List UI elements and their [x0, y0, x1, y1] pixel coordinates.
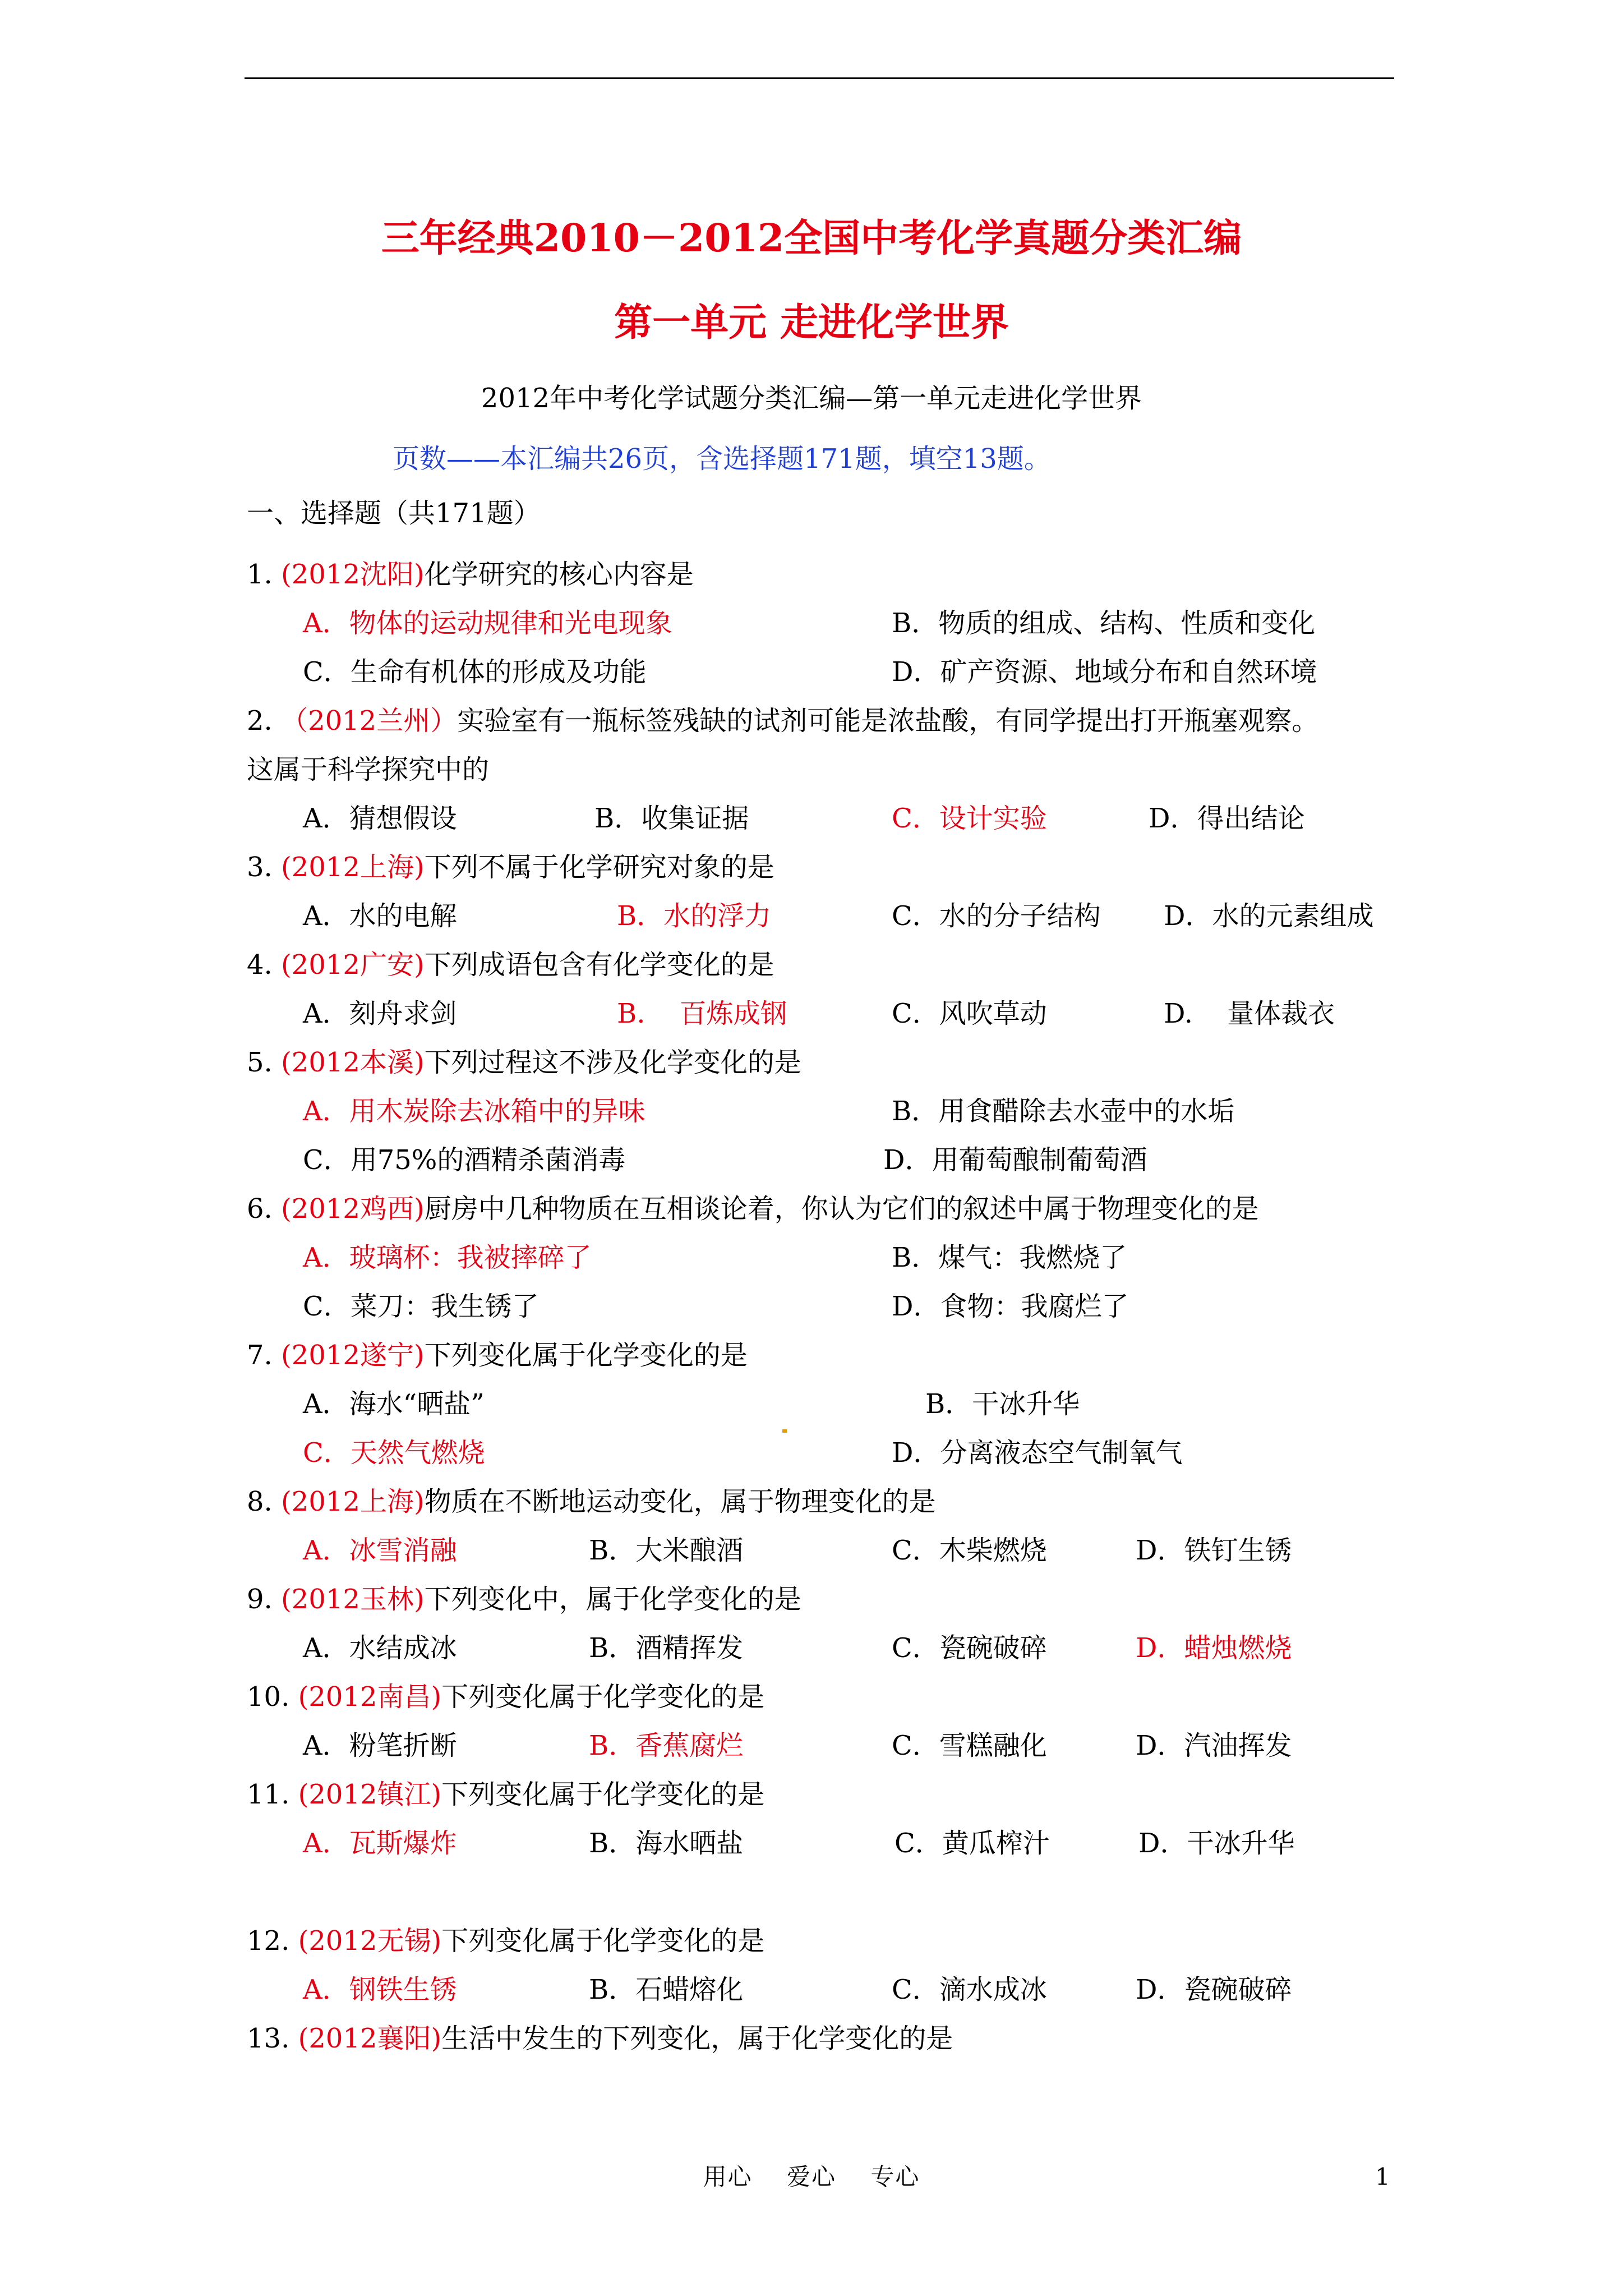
q5-option-b: B．用食醋除去水壶中的水垢	[892, 1096, 1235, 1127]
q11-option-c: C．黄瓜榨汁	[895, 1828, 1050, 1859]
q6-option-b: B．煤气：我燃烧了	[892, 1242, 1127, 1273]
q7-option-a: A．海水“晒盐”	[303, 1388, 485, 1420]
footer-motto: 用心 爱心 专心	[703, 2163, 920, 2191]
subtitle: 2012年中考化学试题分类汇编—第一单元走进化学世界	[481, 383, 1142, 414]
question-5: 5. (2012本溪)下列过程这不涉及化学变化的是	[247, 1047, 801, 1078]
question-4: 4. (2012广安)下列成语包含有化学变化的是	[247, 949, 774, 981]
question-10: 10. (2012南昌)下列变化属于化学变化的是	[247, 1681, 765, 1713]
q8-option-b: B．大米酿酒	[589, 1535, 744, 1566]
q10-option-c: C．雪糕融化	[892, 1730, 1047, 1761]
question-11: 11. (2012镇江)下列变化属于化学变化的是	[247, 1779, 765, 1810]
q3-option-c: C．水的分子结构	[892, 900, 1101, 932]
q6-option-c: C．菜刀：我生锈了	[303, 1291, 539, 1322]
question-8: 8. (2012上海)物质在不断地运动变化，属于物理变化的是	[247, 1486, 936, 1517]
stray-mark	[782, 1429, 787, 1433]
page-number: 1	[1375, 2163, 1390, 2191]
header-rule	[245, 77, 1394, 79]
question-12: 12. (2012无锡)下列变化属于化学变化的是	[247, 1925, 765, 1957]
q12-option-c: C．滴水成冰	[892, 1974, 1047, 2005]
q9-option-d: D．蜡烛燃烧	[1136, 1632, 1292, 1664]
question-2-continued: 这属于科学探究中的	[247, 754, 490, 785]
unit-title: 第一单元 走进化学世界	[614, 300, 1009, 345]
q12-option-d: D．瓷碗破碎	[1136, 1974, 1292, 2005]
q1-option-a: A．物体的运动规律和光电现象	[303, 608, 672, 639]
q2-option-d: D．得出结论	[1149, 803, 1305, 834]
pages-note: 页数——本汇编共26页，含选择题171题，填空13题。	[393, 443, 1051, 475]
section-heading: 一、选择题（共171题）	[247, 498, 541, 529]
q6-option-d: D．食物：我腐烂了	[892, 1291, 1129, 1322]
q7-option-d: D．分离液态空气制氧气	[892, 1437, 1183, 1469]
document-title: 三年经典2010－2012全国中考化学真题分类汇编	[381, 216, 1242, 261]
q12-option-a: A．钢铁生锈	[303, 1974, 457, 2005]
question-13: 13. (2012襄阳)生活中发生的下列变化，属于化学变化的是	[247, 2023, 953, 2054]
q7-option-b: B．干冰升华	[925, 1388, 1080, 1420]
q8-option-c: C．木柴燃烧	[892, 1535, 1047, 1566]
q9-option-a: A．水结成冰	[303, 1632, 457, 1664]
q3-option-b: B．水的浮力	[617, 900, 772, 932]
q11-option-d: D．干冰升华	[1138, 1828, 1295, 1859]
q8-option-a: A．冰雪消融	[303, 1535, 457, 1566]
question-9: 9. (2012玉林)下列变化中，属于化学变化的是	[247, 1584, 801, 1615]
q10-option-d: D．汽油挥发	[1136, 1730, 1292, 1761]
q4-option-d: D. 量体裁衣	[1164, 998, 1335, 1029]
q10-option-b: B．香蕉腐烂	[589, 1730, 744, 1761]
q2-option-c: C．设计实验	[892, 803, 1047, 834]
q4-option-c: C．风吹草动	[892, 998, 1047, 1029]
question-7: 7. (2012遂宁)下列变化属于化学变化的是	[247, 1340, 748, 1371]
q2-option-a: A．猜想假设	[303, 803, 457, 834]
q8-option-d: D．铁钉生锈	[1136, 1535, 1292, 1566]
q2-option-b: B．收集证据	[594, 803, 749, 834]
q6-option-a: A．玻璃杯：我被摔碎了	[303, 1242, 592, 1273]
q1-option-c: C．生命有机体的形成及功能	[303, 656, 647, 688]
q9-option-b: B．酒精挥发	[589, 1632, 744, 1664]
question-6: 6. (2012鸡西)厨房中几种物质在互相谈论着，你认为它们的叙述中属于物理变化的是	[247, 1193, 1259, 1225]
q4-option-b: B. 百炼成钢	[617, 998, 787, 1029]
q10-option-a: A．粉笔折断	[303, 1730, 457, 1761]
q5-option-a: A．用木炭除去冰箱中的异味	[303, 1096, 645, 1127]
question-1: 1. (2012沈阳)化学研究的核心内容是	[247, 559, 694, 590]
q1-option-b: B．物质的组成、结构、性质和变化	[892, 608, 1316, 639]
q7-option-c: C．天然气燃烧	[303, 1437, 485, 1469]
q9-option-c: C．瓷碗破碎	[892, 1632, 1047, 1664]
q12-option-b: B．石蜡熔化	[589, 1974, 744, 2005]
q3-option-a: A．水的电解	[303, 900, 457, 932]
q11-option-a: A．瓦斯爆炸	[303, 1828, 457, 1859]
question-2: 2. （2012兰州）实验室有一瓶标签残缺的试剂可能是浓盐酸，有同学提出打开瓶塞观察。	[247, 705, 1319, 737]
q1-option-d: D．矿产资源、地域分布和自然环境	[892, 656, 1317, 688]
q5-option-c: C．用75%的酒精杀菌消毒	[303, 1144, 626, 1176]
q11-option-b: B．海水晒盐	[589, 1828, 744, 1859]
question-3: 3. (2012上海)下列不属于化学研究对象的是	[247, 852, 774, 883]
q5-option-d: D．用葡萄酿制葡萄酒	[883, 1144, 1147, 1176]
q3-option-d: D．水的元素组成	[1164, 900, 1374, 932]
q4-option-a: A．刻舟求剑	[303, 998, 457, 1029]
